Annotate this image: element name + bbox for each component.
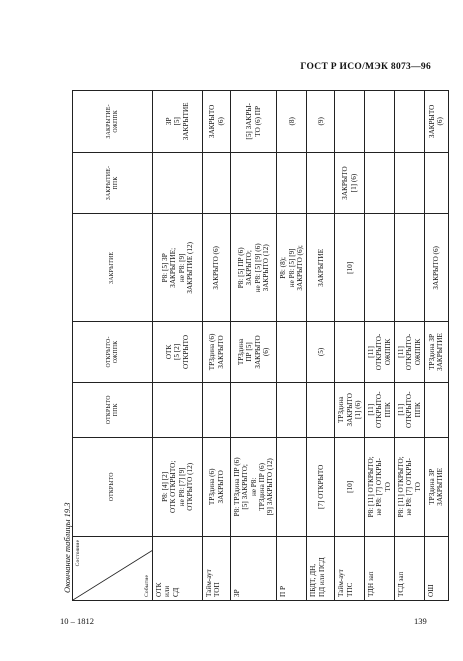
table-cell: (9): [307, 91, 335, 153]
table-cell: [203, 382, 231, 437]
row-event-label: П Р: [277, 536, 307, 600]
column-header: ОТКРЫТО: [73, 437, 153, 536]
table-cell: [335, 322, 365, 382]
table-cell: ТРЗдина ПР [5] ЗАКРЫТО (6): [231, 322, 277, 382]
table-cell: [10]: [335, 437, 365, 536]
column-header: ОТКРЫТО ППК: [73, 382, 153, 437]
table-cell: ЗАКРЫТО (6): [203, 214, 231, 322]
table-cell: ЗАКРЫТО [1] (6): [335, 152, 365, 214]
table-caption: Окончание таблицы 19.3: [62, 502, 72, 593]
table-cell: [277, 152, 307, 214]
table-cell: [11] ОТКРЫТО- ППК: [394, 382, 424, 437]
table-cell: [10]: [335, 214, 365, 322]
table-cell: Р8: ТРЗдина ПР (6) [5] ЗАКРЫТО; не Р8: ТРЗдина ПР (6) [9] ЗАКРЫТО (12): [231, 437, 277, 536]
table-cell: (5): [307, 322, 335, 382]
corner-state-label: Состояние: [75, 539, 81, 567]
table-row: [203, 91, 231, 601]
table-cell: [231, 382, 277, 437]
table-cell: [277, 322, 307, 382]
column-header: ЗАКРЫТИЕ: [73, 214, 153, 322]
table-cell: [11] ОТКРЫТО- ОЖППК: [365, 322, 395, 382]
row-event-label: ТДН зап: [365, 536, 395, 600]
table-frame: [72, 90, 445, 601]
row-event-label: ПБДТ, ДН, ПД или ПСД: [307, 536, 335, 600]
table-cell: [7] ОТКРЫТО: [307, 437, 335, 536]
table-cell: ТРЗдина ЗР ЗАКРЫТИЕ: [424, 322, 448, 382]
corner-cell: [73, 536, 153, 600]
table-cell: [365, 91, 395, 153]
table-cell: [277, 437, 307, 536]
table-cell: ЗАКРЫТО (6): [424, 214, 448, 322]
table-cell: ОТК [5 [2] ОТКРЫТО: [153, 322, 203, 382]
table-cell: [394, 91, 424, 153]
table-cell: Р8: (8); не Р8: [5] [9] ЗАКРЫТО (6);: [277, 214, 307, 322]
column-header: ЗАКРЫТИЕ- ОЖППК: [73, 91, 153, 153]
table-cell: [203, 152, 231, 214]
page-number: 139: [414, 616, 427, 626]
table-cell: Р8: [11] ОТКРЫТО; не Р8: [7] ОТКРЫ- ТО: [394, 437, 424, 536]
row-event-label: ОТК или СД: [153, 536, 203, 600]
table-row: [335, 91, 365, 601]
table-row: [277, 91, 307, 601]
document-header: ГОСТ Р ИСО/МЭК 8073—96: [300, 62, 431, 72]
table-cell: [424, 382, 448, 437]
table-cell: [11] ОТКРЫТО- ОЖППК: [394, 322, 424, 382]
row-event-label: ЗР: [231, 536, 277, 600]
header-row: [73, 91, 153, 601]
table-cell: [153, 152, 203, 214]
table-row: [231, 91, 277, 601]
table-cell: Р8: [4] [2] ОТК ОТКРЫТО; не Р8: [7] [9] ОТКРЫТО (12): [153, 437, 203, 536]
table-cell: Р8: [5] ЗР ЗАКРЫТИЕ; не Р8: [9] ЗАКРЫТИЕ (12): [153, 214, 203, 322]
table-cell: [11] ОТКРЫТО- ППК: [365, 382, 395, 437]
table-cell: [365, 152, 395, 214]
table-cell: [231, 152, 277, 214]
row-event-label: Тайм-аут ТОП: [203, 536, 231, 600]
table-cell: [5] ЗАКРЫ- ТО (6) ПР: [231, 91, 277, 153]
column-header: ОТКРЫТО- ОЖППК: [73, 322, 153, 382]
table-row: [153, 91, 203, 601]
table-row: [365, 91, 395, 601]
table-cell: ТРЗдина ЗАКРЫТО [1] (6): [335, 382, 365, 437]
table-cell: ТРЗдина (6) ЗАКРЫТО: [203, 437, 231, 536]
state-table: [72, 90, 449, 601]
table-cell: ЗР [5] ЗАКРЫТИЕ: [153, 91, 203, 153]
corner-event-label: Событие: [143, 574, 150, 597]
table-row: [424, 91, 448, 601]
table-cell: [307, 152, 335, 214]
table-cell: [277, 382, 307, 437]
table-cell: (8): [277, 91, 307, 153]
corner-diagonal: [73, 550, 153, 600]
table-cell: [424, 152, 448, 214]
table-cell: Р8: [11] ОТКРЫТО; не Р8: [7] ОТКРЫ- ТО: [365, 437, 395, 536]
table-cell: ЗАКРЫТО (6): [203, 91, 231, 153]
table-cell: [153, 382, 203, 437]
table-row: [394, 91, 424, 601]
table-cell: [394, 214, 424, 322]
table-cell: [365, 214, 395, 322]
table-cell: ЗАКРЫТИЕ: [307, 214, 335, 322]
table-cell: ЗАКРЫТО (6): [424, 91, 448, 153]
table-cell: [394, 152, 424, 214]
print-code: 10 – 1812: [60, 616, 94, 626]
table-cell: ТРЗдина (6) ЗАКРЫТО: [203, 322, 231, 382]
row-event-label: Тайм-аут ТПС: [335, 536, 365, 600]
table-cell: [335, 91, 365, 153]
table-cell: ТРЗдина ЗР ЗАКРЫТИЕ: [424, 437, 448, 536]
table-row: [307, 91, 335, 601]
table-body: [153, 91, 449, 601]
column-header: ЗАКРЫТИЕ- ППК: [73, 152, 153, 214]
table-cell: Р8: [5] ПР (6) ЗАКРЫТО; не Р8: [5] [9] (6) ЗАКРЫТО (12): [231, 214, 277, 322]
row-event-label: ОШ: [424, 536, 448, 600]
row-event-label: ТСД зап: [394, 536, 424, 600]
table-cell: [307, 382, 335, 437]
